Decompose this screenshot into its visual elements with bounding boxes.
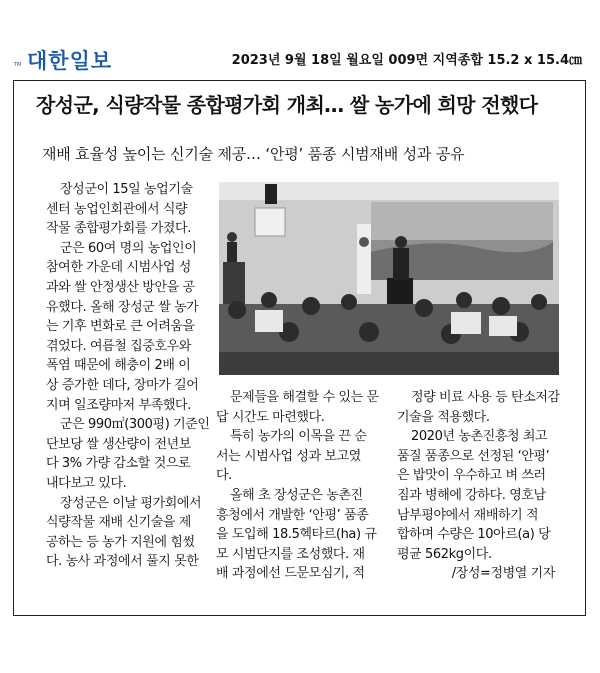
text-line: 남부평야에서 재배하기 적 [397, 507, 539, 523]
text-line: 올해 초 장성군은 농촌진 [230, 487, 363, 503]
photo-scene [219, 182, 559, 375]
speaker-box [265, 184, 277, 204]
text-line: 특히 농가의 이목을 끈 순 [230, 429, 367, 445]
text-line: 내다보고 있다. [46, 475, 127, 491]
wall-sign [255, 208, 285, 236]
text-line: 답 시간도 마련했다. [216, 409, 325, 425]
article-paragraph [397, 427, 555, 564]
text-line: 는 기후 변화로 큰 어려움을 [46, 319, 195, 335]
text-line: 은 밥맛이 우수하고 벼 쓰러 [397, 468, 546, 484]
text-line: 공하는 등 농가 지원에 힘썼 [46, 534, 195, 550]
text-line: 단보당 쌀 생산량이 전년보 [46, 436, 191, 452]
masthead [12, 46, 588, 72]
article-paragraph [46, 494, 210, 572]
article-paragraph [216, 427, 389, 486]
text-line: 짐과 병해에 강하다. 영호남 [397, 487, 546, 503]
text-line: 장성군이 15일 농업기술 [60, 182, 193, 197]
text-line: 배 과정에선 드문모심기, 적 [216, 566, 365, 582]
newspaper-logo: 대한일보 [27, 49, 113, 73]
text-line: 과와 쌀 안정생산 방안을 공 [46, 279, 195, 295]
byline: /장성=정병열 기자 [451, 566, 555, 582]
article-column-3 [397, 388, 560, 584]
publication-info: 2023년 9월 18일 월요일 009면 지역종합 15.2 x 15.4㎝ [231, 53, 582, 68]
speaker-head [395, 236, 407, 248]
text-line: 지며 일조량마저 부족했다. [46, 397, 191, 413]
event-photo [219, 182, 559, 375]
text-line: 기술을 적용했다. [397, 409, 490, 425]
text-line: 다. 농사 과정에서 풀지 못한 [46, 554, 199, 570]
speaker-person [393, 248, 409, 280]
text-line: 평균 562kg이다. [397, 546, 492, 562]
text-line: 식량작물 재배 신기술을 제 [46, 515, 191, 531]
flag [357, 224, 371, 294]
podium-right [387, 278, 413, 306]
article-paragraph [46, 239, 210, 415]
text-line: 흥청에서 개발한 ‘안평’ 품종 [216, 507, 369, 523]
article-clipping [13, 80, 586, 616]
article-paragraph [46, 415, 210, 493]
article-paragraph [397, 388, 560, 427]
text-line: 센터 농업인회관에서 식량 [46, 201, 188, 217]
text-line: 작물 종합평가회를 가졌다. [46, 221, 191, 237]
text-line: 장성군은 이날 평가회에서 [60, 495, 202, 511]
article-column-1 [46, 180, 210, 572]
text-line: 다. [216, 468, 232, 484]
article-column-2 [216, 388, 389, 584]
flag-emblem [359, 237, 369, 247]
article-headline: 장성군, 식량작물 종합평가회 개최… 쌀 농가에 희망 전했다 [36, 93, 538, 117]
article-subheadline: 재배 효율성 높이는 신기술 제공… ‘안평’ 품종 시범재배 성과 공유 [42, 145, 465, 163]
text-line: 모 시범단지를 조성했다. 재 [216, 546, 365, 562]
text-line: 서는 시범사업 성과 보고였 [216, 448, 361, 464]
text-line: 참여한 가운데 시범사업 성 [46, 260, 191, 276]
text-line: 품질 품종으로 선정된 ‘안평’ [397, 448, 550, 464]
text-line: 을 도입해 18.5헥타르(ha) 규 [216, 527, 377, 543]
article-paragraph [216, 388, 389, 427]
trademark-mark: TM [14, 62, 22, 68]
article-paragraph [46, 180, 210, 239]
podium-left [223, 262, 245, 304]
text-line: 폭염 때문에 해충이 2배 이 [46, 358, 191, 374]
text-line: 상 증가한 데다, 장마가 길어 [46, 377, 199, 393]
text-line: 다 3% 가량 감소할 것으로 [46, 456, 191, 472]
text-line: 2020년 농촌진흥청 최고 [411, 429, 548, 445]
text-line: 문제들을 해결할 수 있는 문 [230, 390, 379, 405]
article-paragraph [216, 486, 389, 584]
screen-sky [371, 202, 553, 240]
text-line: 정량 비료 사용 등 탄소저감 [411, 390, 560, 405]
person-left-head [227, 232, 237, 242]
text-line: 합하며 수량은 10아르(a) 당 [397, 527, 551, 543]
text-line: 유했다. 올해 장성군 쌀 농가 [46, 299, 199, 315]
text-line: 군은 990㎡(300평) 기준인 [60, 417, 210, 433]
desks [219, 352, 559, 375]
text-line: 군은 60여 명의 농업인이 [60, 240, 197, 256]
person-left [227, 242, 237, 262]
text-line: 겪었다. 여름철 집중호우와 [46, 338, 191, 354]
